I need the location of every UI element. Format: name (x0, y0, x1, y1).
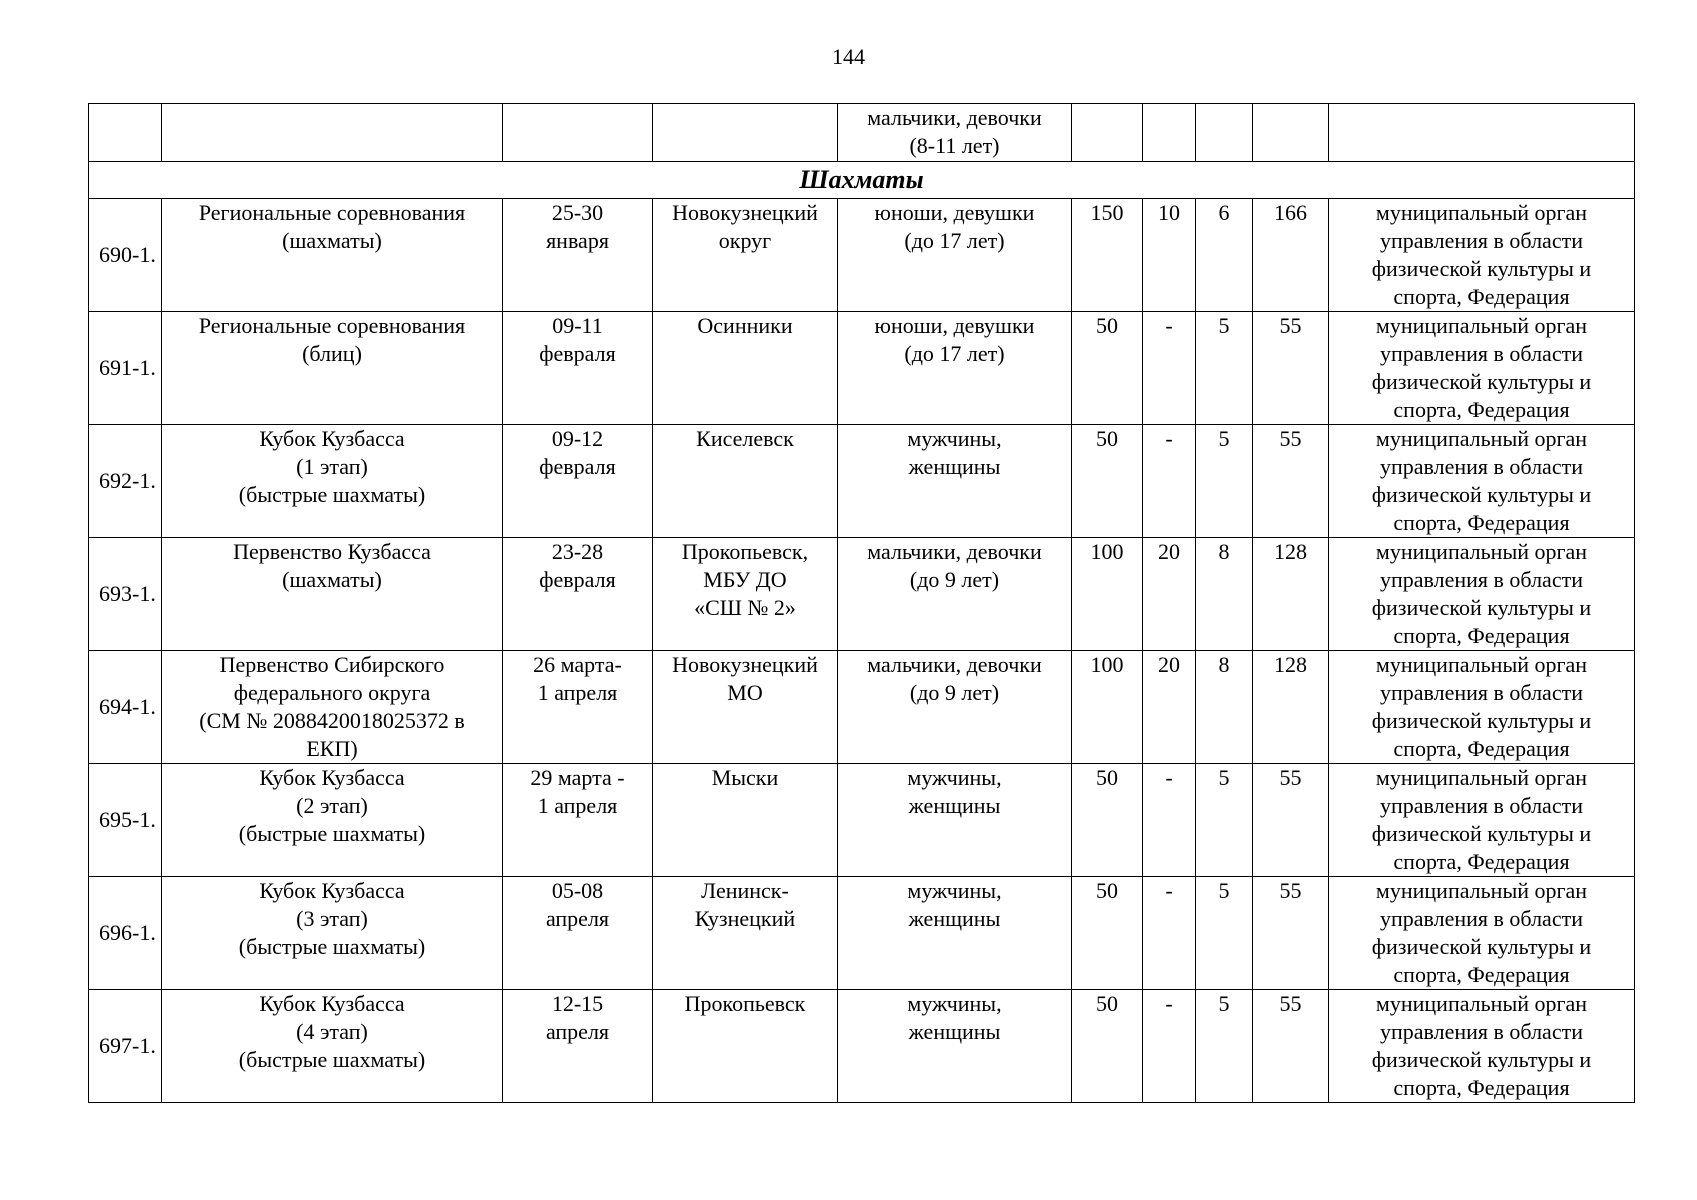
cell-organizer: муниципальный орган управления в области физической культуры и спорта, Федерация (1329, 651, 1635, 764)
table-row (89, 425, 1635, 538)
cell-count-2: - (1143, 990, 1196, 1103)
cell-num: 692-1. (89, 425, 162, 538)
cell-num: 690-1. (89, 199, 162, 312)
cell-count-2: - (1143, 312, 1196, 425)
cell-place: Прокопьевск (653, 990, 838, 1103)
cell-participants: мужчины, женщины (838, 764, 1072, 877)
cell-count-3: 8 (1196, 651, 1253, 764)
cell-event-name: Кубок Кузбасса (3 этап) (быстрые шахматы) (162, 877, 503, 990)
cell-place: Новокузнецкий МО (653, 651, 838, 764)
cell-participants: мужчины, женщины (838, 990, 1072, 1103)
cell-participants: мальчики, девочки (до 9 лет) (838, 651, 1072, 764)
cell-count-2: - (1143, 764, 1196, 877)
cell-place: Прокопьевск, МБУ ДО «СШ № 2» (653, 538, 838, 651)
cell-participants: юноши, девушки (до 17 лет) (838, 199, 1072, 312)
cell-organizer: муниципальный орган управления в области физической культуры и спорта, Федерация (1329, 425, 1635, 538)
cell-organizer: муниципальный орган управления в области физической культуры и спорта, Федерация (1329, 877, 1635, 990)
table-row (89, 538, 1635, 651)
cell-participants: мальчики, девочки (8-11 лет) (838, 104, 1072, 162)
cell-organizer: муниципальный орган управления в области физической культуры и спорта, Федерация (1329, 199, 1635, 312)
cell-count-3 (1196, 104, 1253, 162)
cell-num: 696-1. (89, 877, 162, 990)
cell-event-name: Региональные соревнования (блиц) (162, 312, 503, 425)
table-row (89, 990, 1635, 1103)
cell-total: 55 (1253, 764, 1329, 877)
cell-place: Ленинск- Кузнецкий (653, 877, 838, 990)
cell-organizer (1329, 104, 1635, 162)
events-table (88, 103, 1635, 1103)
cell-participants: мальчики, девочки (до 9 лет) (838, 538, 1072, 651)
cell-count-2: 20 (1143, 538, 1196, 651)
table-row (89, 199, 1635, 312)
table-row (89, 877, 1635, 990)
cell-place: Осинники (653, 312, 838, 425)
cell-total: 55 (1253, 312, 1329, 425)
cell-total: 55 (1253, 425, 1329, 538)
cell-count-1: 50 (1072, 425, 1143, 538)
cell-place: Киселевск (653, 425, 838, 538)
cell-count-3: 5 (1196, 764, 1253, 877)
cell-count-2: 20 (1143, 651, 1196, 764)
table-row (89, 764, 1635, 877)
cell-count-1: 50 (1072, 877, 1143, 990)
cell-organizer: муниципальный орган управления в области физической культуры и спорта, Федерация (1329, 538, 1635, 651)
cell-dates: 26 марта- 1 апреля (503, 651, 653, 764)
cell-place: Новокузнецкий округ (653, 199, 838, 312)
cell-participants: мужчины, женщины (838, 877, 1072, 990)
section-header-row (89, 162, 1635, 199)
continuation-row (89, 104, 1635, 162)
cell-count-3: 5 (1196, 877, 1253, 990)
cell-num: 693-1. (89, 538, 162, 651)
cell-count-3: 5 (1196, 425, 1253, 538)
cell-count-3: 8 (1196, 538, 1253, 651)
cell-organizer: муниципальный орган управления в области физической культуры и спорта, Федерация (1329, 990, 1635, 1103)
cell-num (89, 104, 162, 162)
cell-count-3: 5 (1196, 990, 1253, 1103)
cell-num: 694-1. (89, 651, 162, 764)
cell-count-1: 50 (1072, 764, 1143, 877)
cell-count-3: 6 (1196, 199, 1253, 312)
cell-count-1: 150 (1072, 199, 1143, 312)
cell-count-2: - (1143, 877, 1196, 990)
cell-count-2 (1143, 104, 1196, 162)
cell-total: 128 (1253, 538, 1329, 651)
cell-participants: юноши, девушки (до 17 лет) (838, 312, 1072, 425)
cell-total: 55 (1253, 990, 1329, 1103)
cell-event-name: Кубок Кузбасса (2 этап) (быстрые шахматы) (162, 764, 503, 877)
cell-dates: 25-30 января (503, 199, 653, 312)
cell-participants: мужчины, женщины (838, 425, 1072, 538)
cell-event-name: Кубок Кузбасса (1 этап) (быстрые шахматы) (162, 425, 503, 538)
cell-dates: 12-15 апреля (503, 990, 653, 1103)
cell-count-1: 100 (1072, 651, 1143, 764)
table-row (89, 312, 1635, 425)
cell-count-3: 5 (1196, 312, 1253, 425)
cell-count-1: 50 (1072, 312, 1143, 425)
cell-count-2: 10 (1143, 199, 1196, 312)
cell-num: 697-1. (89, 990, 162, 1103)
cell-num: 691-1. (89, 312, 162, 425)
table-body (89, 104, 1635, 1103)
cell-event-name: Первенство Кузбасса (шахматы) (162, 538, 503, 651)
cell-dates: 09-11 февраля (503, 312, 653, 425)
section-title: Шахматы (89, 162, 1635, 199)
table-row (89, 651, 1635, 764)
cell-organizer: муниципальный орган управления в области физической культуры и спорта, Федерация (1329, 312, 1635, 425)
page-number: 144 (832, 44, 865, 69)
cell-count-2: - (1143, 425, 1196, 538)
cell-num: 695-1. (89, 764, 162, 877)
cell-dates: 09-12 февраля (503, 425, 653, 538)
cell-event-name: Первенство Сибирского федерального округа (СМ № 2088420018025372 в ЕКП) (162, 651, 503, 764)
cell-event-name (162, 104, 503, 162)
cell-dates (503, 104, 653, 162)
cell-total (1253, 104, 1329, 162)
cell-place (653, 104, 838, 162)
cell-organizer: муниципальный орган управления в области физической культуры и спорта, Федерация (1329, 764, 1635, 877)
cell-count-1: 50 (1072, 990, 1143, 1103)
cell-count-1: 100 (1072, 538, 1143, 651)
cell-dates: 29 марта - 1 апреля (503, 764, 653, 877)
cell-total: 55 (1253, 877, 1329, 990)
cell-total: 166 (1253, 199, 1329, 312)
cell-dates: 05-08 апреля (503, 877, 653, 990)
cell-total: 128 (1253, 651, 1329, 764)
cell-place: Мыски (653, 764, 838, 877)
cell-event-name: Кубок Кузбасса (4 этап) (быстрые шахматы) (162, 990, 503, 1103)
cell-count-1 (1072, 104, 1143, 162)
cell-event-name: Региональные соревнования (шахматы) (162, 199, 503, 312)
cell-dates: 23-28 февраля (503, 538, 653, 651)
